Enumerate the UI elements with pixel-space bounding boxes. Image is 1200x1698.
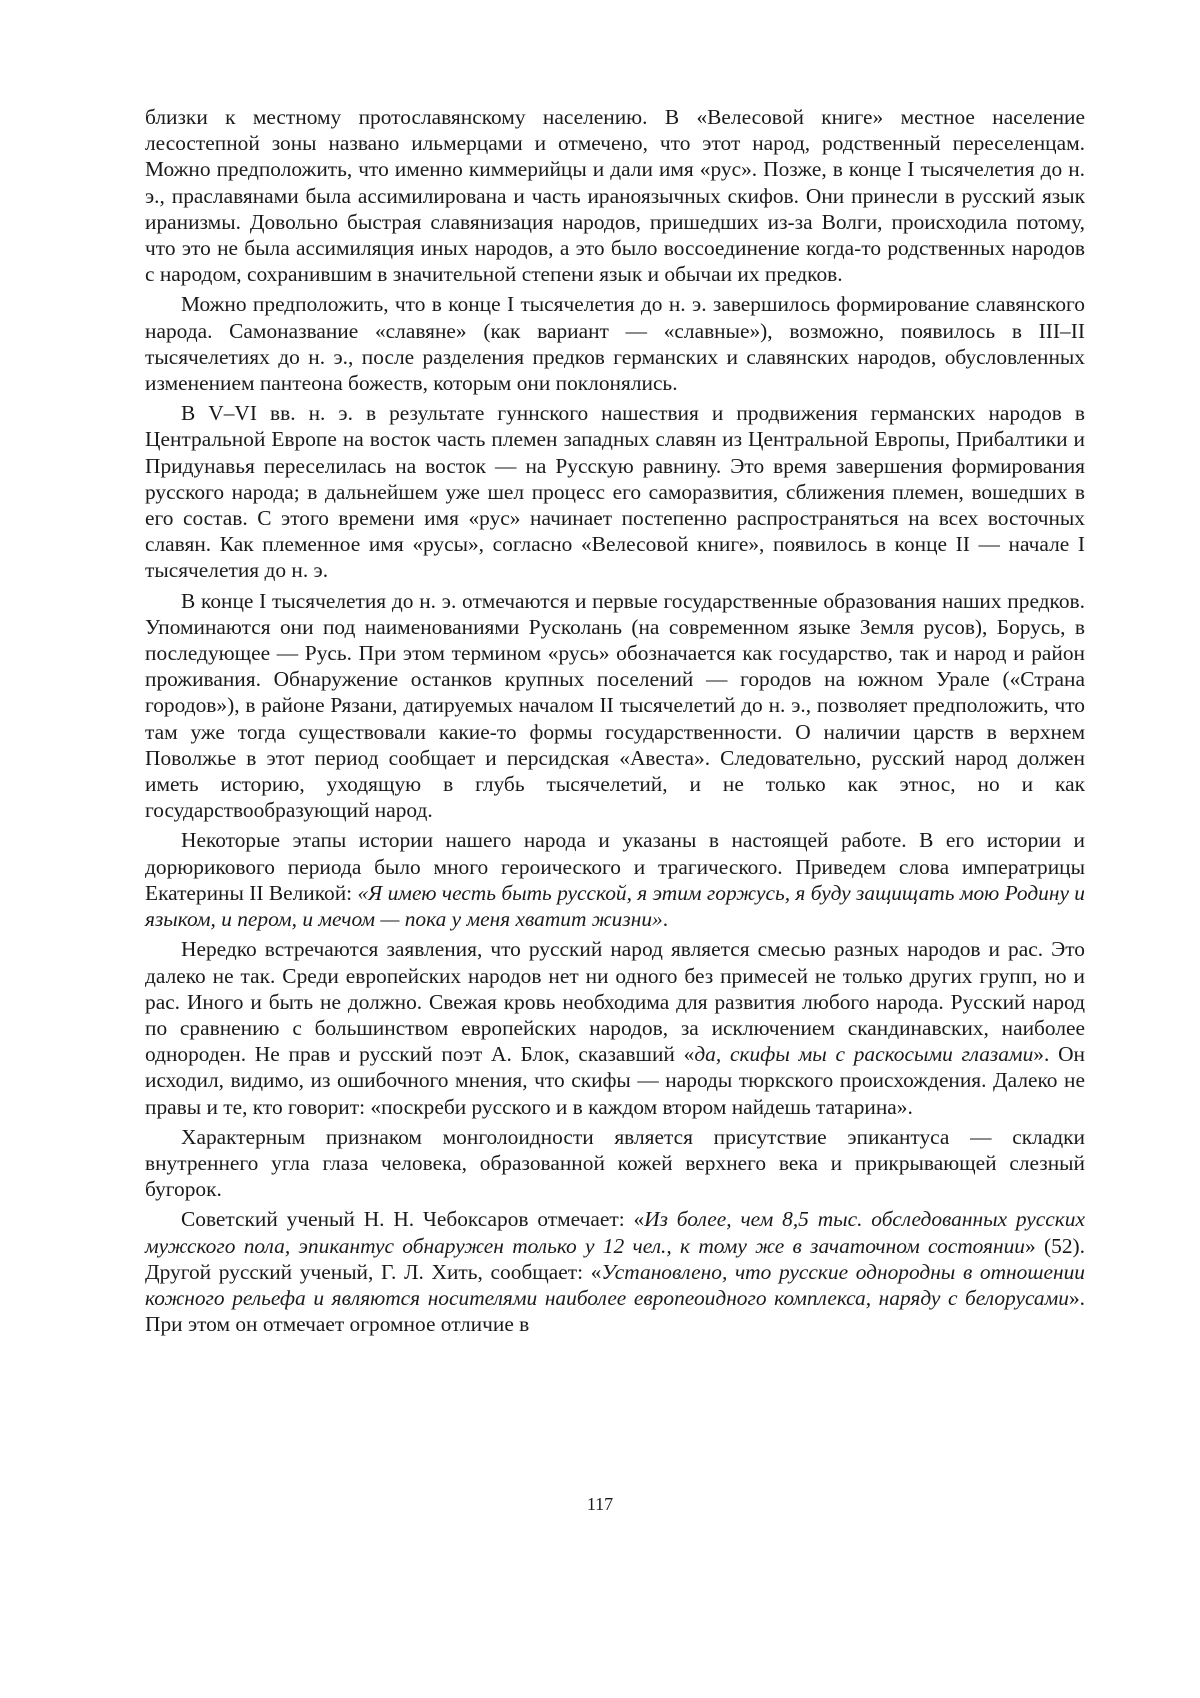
paragraph-1-text: близки к местному протославянскому населению. В «Велесовой книге» местное население лесостепной зоны названо ильмерцами и отмечено, что этот народ, родственный переселенцам. Можно предположить, что именно киммерийцы и дали имя «рус». Позже, в конце I тысячелетия до н. э., праславянами была ассимилирована и часть ираноязычных скифов. Они принесли в русский язык иранизмы. Довольно быстрая славянизация народов, пришедших из-за Волги, происходила потому, что это не была ассимиляция иных народов, а это было воссоединение когда-то родственных народов с народом, сохранившим в значительной степени язык и обычаи их предков. xyxy=(145,105,1085,286)
paragraph-1 xyxy=(145,104,1085,287)
paragraph-7-text: Характерным признаком монголоидности является присутствие эпикантуса — складки внутреннего угла глаза человека, образованной кожей верхнего века и прикрывающей слезный бугорок. xyxy=(145,1125,1085,1201)
page-body xyxy=(145,104,1085,1341)
page-number: 117 xyxy=(0,1494,1200,1515)
paragraph-5-end: . xyxy=(663,907,668,931)
paragraph-2 xyxy=(145,291,1085,396)
paragraph-2-text: Можно предположить, что в конце I тысячелетия до н. э. завершилось формирование славянского народа. Самоназвание «славяне» (как вариант — «славные»), возможно, появилось в III–II тысячелетиях до н. э., после разделения предков германских и славянских народов, обусловленных изменением пантеона божеств, которым они поклонялись. xyxy=(145,292,1085,395)
paragraph-4 xyxy=(145,588,1085,824)
paragraph-6-end: ». Он исходил, видимо, из ошибочного мнения, что скифы — народы тюркского происхождения. Далеко не правы и те, кто говорит: «поскреби русского и в каждом втором найдешь татарина». xyxy=(145,1042,1085,1118)
paragraph-7 xyxy=(145,1124,1085,1203)
paragraph-5 xyxy=(145,827,1085,932)
catherine-quote: «Я имею честь быть русской, я этим горжусь, я буду защищать мою Родину и языком, и пером, и мечом — пока у меня хватит жизни» xyxy=(145,881,1085,931)
paragraph-3-text: В V–VI вв. н. э. в результате гуннского нашествия и продвижения германских народов в Центральной Европе на восток часть племен западных славян из Центральной Европы, Прибалтики и Придунавья переселилась на восток — на Русскую равнину. Это время завершения формирования русского народа; в дальнейшем уже шел процесс его саморазвития, сближения племен, вошедших в его состав. С этого времени имя «рус» начинает постепенно распространяться на всех восточных славян. Как племенное имя «русы», согласно «Велесовой книге», появилось в конце II — начале I тысячелетия до н. э. xyxy=(145,401,1085,582)
paragraph-8-middle: » (52). Другой русский ученый, Г. Л. Хить, сообщает: « xyxy=(145,1234,1085,1284)
khit-quote: Установлено, что русские однородны в отношении кожного рельефа и являются носителями наиболее европеоидного комплекса, наряду с белорусами xyxy=(145,1260,1085,1310)
paragraph-3 xyxy=(145,400,1085,583)
paragraph-5-text: Некоторые этапы истории нашего народа и указаны в настоящей работе. В его истории и дорюрикового периода было много героического и трагического. Приведем слова императрицы Екатерины II Великой: xyxy=(145,828,1085,904)
paragraph-8-text: Советский ученый Н. Н. Чебоксаров отмечает: « xyxy=(181,1207,644,1231)
blok-quote: да, скифы мы с раскосыми глазами xyxy=(694,1042,1033,1066)
paragraph-8-end: ». При этом он отмечает огромное отличие в xyxy=(145,1286,1085,1336)
paragraph-8 xyxy=(145,1206,1085,1337)
cheboksarov-quote: Из более, чем 8,5 тыс. обследованных русских мужского пола, эпикантус обнаружен только у 12 чел., к тому же в зачаточном состоянии xyxy=(145,1207,1085,1257)
paragraph-4-text: В конце I тысячелетия до н. э. отмечаются и первые государственные образования наших предков. Упоминаются они под наименованиями Русколань (на современном языке Земля русов), Борусь, в последующее — Русь. При этом термином «русь» обозначается как государство, так и народ и район проживания. Обнаружение останков крупных поселений — городов на южном Урале («Страна городов»), в районе Рязани, датируемых началом II тысячелетий до н. э., позволяет предположить, что там уже тогда существовали какие-то формы государственности. О наличии царств в верхнем Поволжье в этот период сообщает и персидская «Авеста». Следовательно, русский народ должен иметь историю, уходящую в глубь тысячелетий, и не только как этнос, но и как государствообразующий народ. xyxy=(145,589,1085,823)
paragraph-6-text: Нередко встречаются заявления, что русский народ является смесью разных народов и рас. Это далеко не так. Среди европейских народов нет ни одного без примесей не только других групп, но и рас. Иного и быть не должно. Свежая кровь необходима для развития любого народа. Русский народ по сравнению с большинством европейских народов, за исключением скандинавских, наиболее однороден. Не прав и русский поэт А. Блок, сказавший « xyxy=(145,937,1085,1066)
paragraph-6 xyxy=(145,936,1085,1119)
